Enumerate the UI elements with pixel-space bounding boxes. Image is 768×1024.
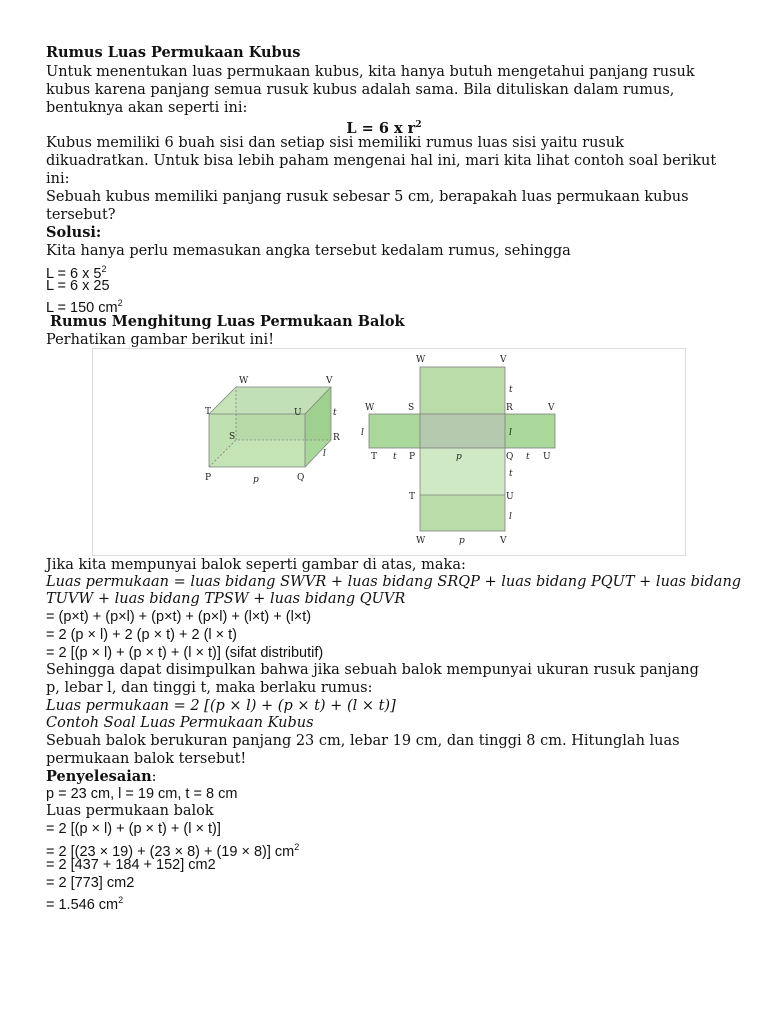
net-label-p-bottom: p	[459, 536, 465, 546]
cube-step3-base: L = 150 cm	[46, 299, 118, 316]
net-label-low-t: T	[371, 452, 378, 462]
net-label-low-p: P	[409, 452, 416, 462]
box-label-t-edge: t	[333, 408, 337, 418]
penyelesaian-colon: :	[151, 769, 157, 785]
balok-line3: TUVW + luas bidang TPSW + luas bidang QUVR	[46, 591, 406, 607]
box-net	[361, 355, 555, 546]
net-label-low-u: U	[543, 452, 551, 462]
balok-line4: = (p×t) + (p×l) + (p×t) + (p×l) + (l×t) + (l×t)	[46, 609, 312, 625]
net-label-end-v: V	[500, 536, 507, 546]
box-label-q: Q	[297, 473, 305, 483]
balok-line16-base: = 2 [(23 × 19) + (23 × 8) + (19 × 8)] cm	[46, 843, 295, 860]
net-label-mid-r: R	[506, 403, 513, 413]
net-label-end-w: W	[416, 536, 426, 546]
box-label-t: T	[205, 407, 212, 417]
balok-line5: = 2 (p × l) + 2 (p × t) + 2 (l × t)	[46, 627, 237, 643]
box-label-r: R	[333, 433, 340, 443]
balok-line2: Luas permukaan = luas bidang SWVR + luas bidang SRQP + luas bidang PQUT + luas bidang	[46, 574, 742, 590]
balok-line12: permukaan balok tersebut!	[46, 751, 247, 767]
cube-para1-line1: Untuk menentukan luas permukaan kubus, kita hanya butuh mengetahui panjang rusuk	[46, 64, 695, 80]
cube-para1-line3: bentuknya akan seperti ini:	[46, 100, 248, 116]
solusi-text: Kita hanya perlu memasukan angka tersebut kedalam rumus, sehingga	[46, 243, 571, 259]
cube-para2-line1: Kubus memiliki 6 buah sisi dan setiap sisi memiliki rumus luas sisi yaitu rusuk	[46, 135, 624, 151]
balok-line10: Contoh Soal Luas Permukaan Kubus	[46, 715, 314, 731]
balok-diagram	[93, 349, 685, 555]
cube-para1-line2: kubus karena panjang semua rusuk kubus adalah sama. Bila dituliskan dalam rumus,	[46, 82, 675, 98]
net-label-mid-s: S	[408, 403, 415, 413]
box-3d	[205, 376, 340, 485]
net-label-t-right: t	[526, 452, 530, 462]
net-left-face	[369, 414, 420, 448]
net-label-t1: t	[509, 385, 513, 395]
net-label-t-left: t	[393, 452, 397, 462]
balok-line13: p = 23 cm, l = 19 cm, t = 8 cm	[46, 786, 238, 802]
net-right-face	[505, 414, 555, 448]
box-label-s: S	[229, 432, 236, 442]
box-label-l-edge: l	[323, 449, 326, 459]
balok-line17: = 2 [437 + 184 + 152] cm2	[46, 857, 216, 873]
cube-step3-exp: 2	[117, 298, 123, 308]
net-label-low-q: Q	[506, 452, 514, 462]
net-label-bot-t: T	[409, 492, 416, 502]
net-bottom-face	[420, 495, 505, 531]
box-label-u: U	[294, 408, 302, 418]
net-label-t2: t	[509, 469, 513, 479]
net-label-p-mid: p	[456, 452, 462, 462]
balok-heading: Rumus Menghitung Luas Permukaan Balok	[50, 313, 405, 330]
box-back-face	[236, 387, 331, 440]
net-center-face	[420, 414, 505, 448]
net-label-l-left: l	[361, 428, 364, 438]
solusi-label: Solusi:	[46, 224, 102, 241]
balok-line9: Luas permukaan = 2 [(p × l) + (p × t) + (l × t)]	[46, 698, 396, 714]
net-label-top-v: V	[500, 355, 507, 365]
cube-step1-exp: 2	[101, 264, 107, 274]
box-label-p: P	[205, 473, 212, 483]
cube-formula-base: L = 6 x r	[346, 119, 416, 137]
balok-line15: = 2 [(p × l) + (p × t) + (l × t)]	[46, 821, 221, 837]
penyelesaian-label: Penyelesaian	[46, 768, 152, 785]
net-label-mid-v: V	[548, 403, 555, 413]
cube-heading: Rumus Luas Permukaan Kubus	[46, 44, 301, 61]
net-label-mid-w: W	[365, 403, 375, 413]
cube-para2-line4: Sebuah kubus memiliki panjang rusuk sebesar 5 cm, berapakah luas permukaan kubus	[46, 189, 689, 205]
box-label-v: V	[326, 376, 333, 386]
net-label-top-w: W	[416, 355, 426, 365]
cube-step2: L = 6 x 25	[46, 278, 110, 294]
balok-line16-exp: 2	[294, 842, 300, 852]
balok-line18: = 2 [773] cm2	[46, 875, 135, 891]
net-label-bot-u: U	[506, 492, 514, 502]
cube-para2-line3: ini:	[46, 171, 70, 187]
cube-formula-exp: 2	[415, 120, 422, 130]
balok-line11: Sebuah balok berukuran panjang 23 cm, lebar 19 cm, dan tinggi 8 cm. Hitunglah luas	[46, 733, 680, 749]
balok-line7: Sehingga dapat disimpulkan bahwa jika sebuah balok mempunyai ukuran rusuk panjang	[46, 662, 699, 678]
net-top-face	[420, 367, 505, 414]
balok-line14: Luas permukaan balok	[46, 803, 214, 819]
net-lower-face	[420, 448, 505, 495]
net-label-l-right: l	[509, 428, 512, 438]
net-label-l-bottom: l	[509, 512, 512, 522]
balok-intro: Perhatikan gambar berikut ini!	[46, 332, 275, 348]
balok-line8: p, lebar l, dan tinggi t, maka berlaku rumus:	[46, 680, 373, 696]
box-label-w: W	[239, 376, 249, 386]
cube-step1-base: L = 6 x 5	[46, 265, 102, 282]
balok-line19-exp: 2	[118, 895, 124, 905]
cube-para2-line2: dikuadratkan. Untuk bisa lebih paham mengenai hal ini, mari kita lihat contoh soal berikut	[46, 153, 717, 169]
balok-line19	[46, 891, 123, 914]
cube-para2-line5: tersebut?	[46, 207, 116, 223]
balok-line6: = 2 [(p × l) + (p × t) + (l × t)] (sifat distributif)	[46, 645, 324, 661]
balok-line1: Jika kita mempunyai balok seperti gambar di atas, maka:	[46, 557, 466, 573]
box-label-p-edge: p	[253, 475, 259, 485]
penyelesaian-line	[46, 768, 157, 786]
balok-figure	[92, 348, 686, 556]
balok-line19-base: = 1.546 cm	[46, 896, 119, 913]
